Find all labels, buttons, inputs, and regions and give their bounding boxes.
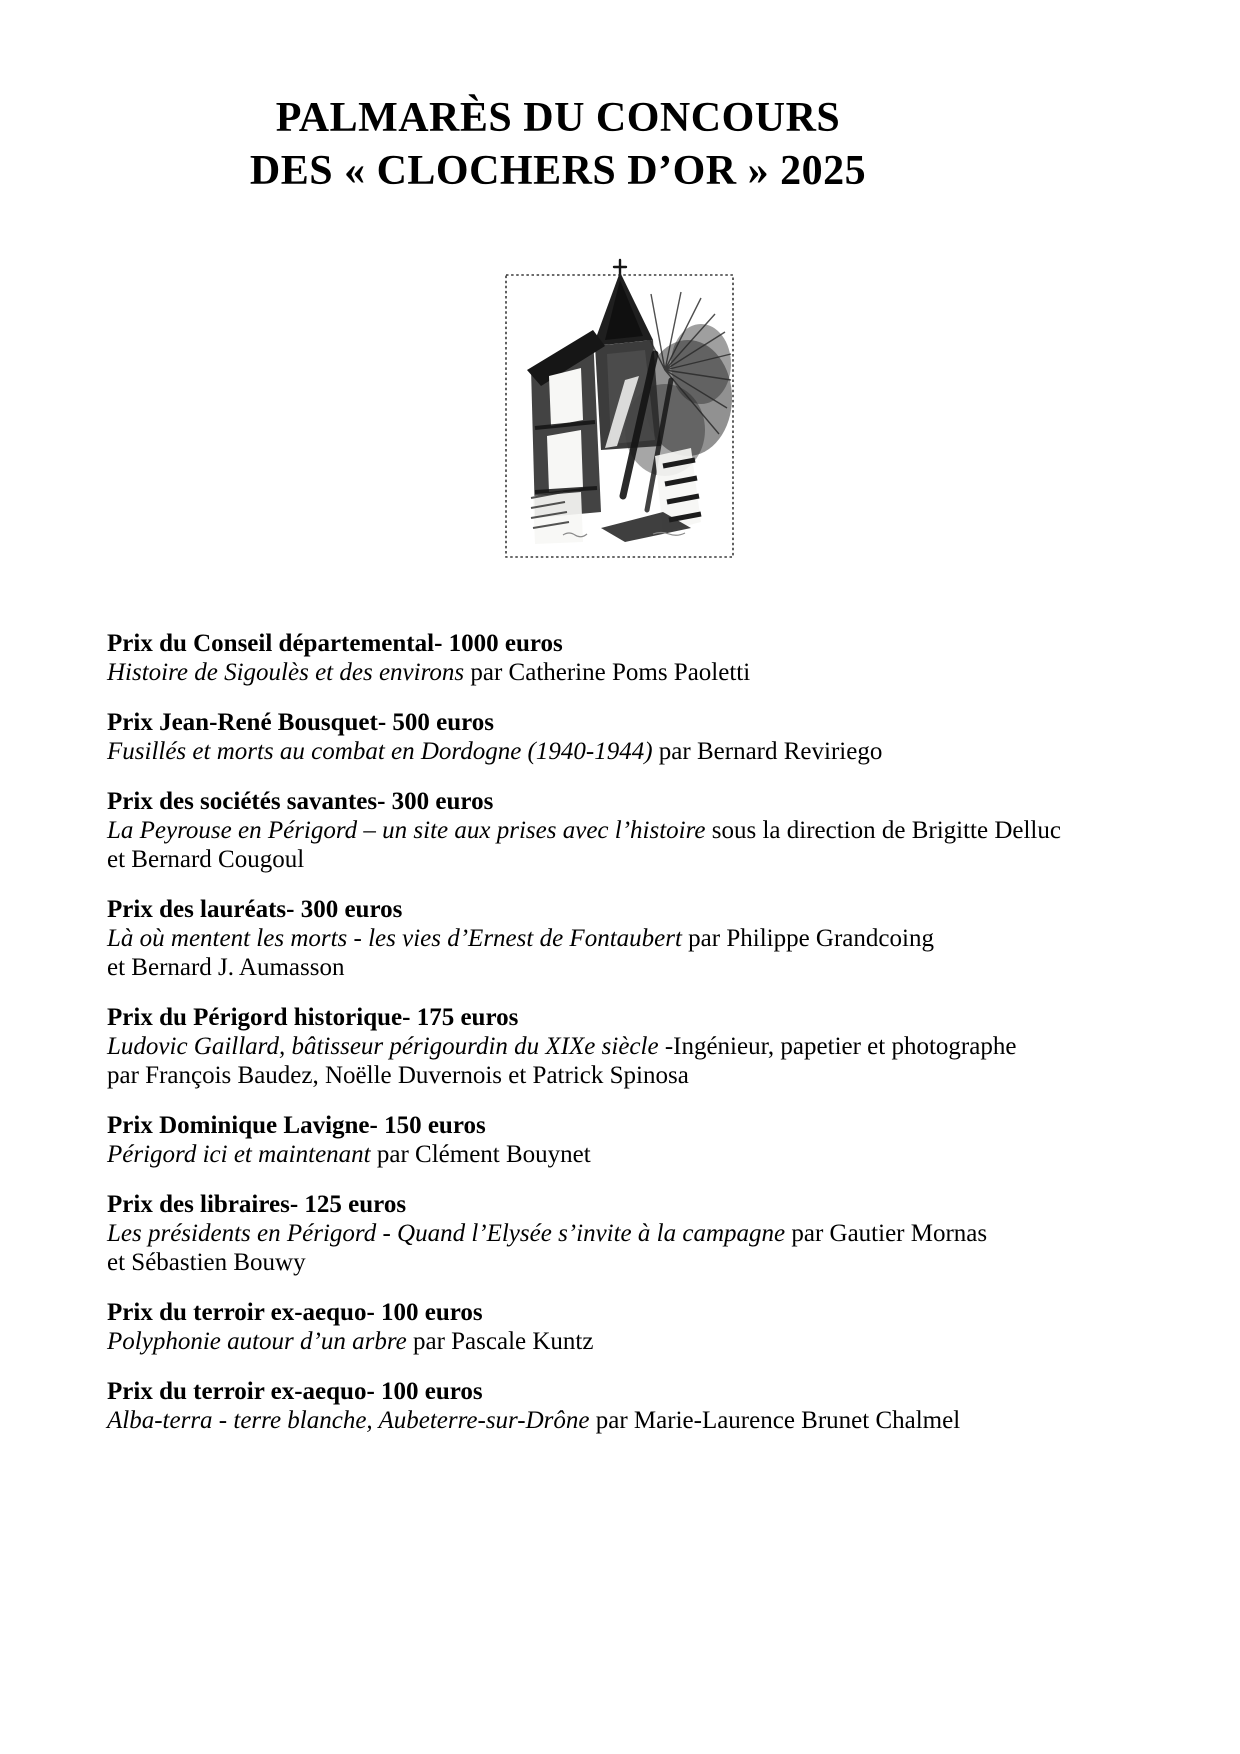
illustration-container bbox=[0, 258, 1240, 559]
document-title bbox=[0, 0, 1116, 198]
title-line-2: DES « CLOCHERS D’OR » 2025 bbox=[249, 148, 867, 194]
prize-list bbox=[0, 629, 1240, 1435]
prize-heading: Prix du terroir ex-aequo- 100 euros bbox=[107, 1378, 483, 1405]
work-title: Ludovic Gaillard, bâtisseur périgourdin du XIXe siècle bbox=[107, 1033, 659, 1060]
work-credit-line2: et Bernard J. Aumasson bbox=[107, 954, 345, 981]
prize-heading: Prix des sociétés savantes- 300 euros bbox=[107, 788, 494, 815]
prize-work-line bbox=[107, 737, 1145, 766]
prize-heading: Prix des lauréats- 300 euros bbox=[107, 896, 403, 923]
work-credit: par Gautier Mornas bbox=[785, 1220, 988, 1247]
work-credit: par Marie-Laurence Brunet Chalmel bbox=[589, 1407, 961, 1434]
work-credit: par Catherine Poms Paoletti bbox=[464, 659, 751, 686]
prize-work-line bbox=[107, 816, 1145, 845]
prize-work-line bbox=[107, 1406, 1145, 1435]
prize-entry bbox=[107, 708, 1145, 766]
work-title: Alba-terra - terre blanche, Aubeterre-sur-Drône bbox=[107, 1407, 590, 1434]
prize-entry bbox=[107, 1003, 1145, 1090]
work-title: Histoire de Sigoulès et des environs bbox=[107, 659, 465, 686]
prize-work-line bbox=[107, 1219, 1145, 1248]
prize-work-line bbox=[107, 658, 1145, 687]
work-title: Polyphonie autour d’un arbre bbox=[107, 1328, 407, 1355]
work-title: Périgord ici et maintenant bbox=[107, 1141, 371, 1168]
work-title: Là où mentent les morts - les vies d’Ernest de Fontaubert bbox=[107, 925, 682, 952]
prize-entry bbox=[107, 1111, 1145, 1169]
work-credit: par Philippe Grandcoing bbox=[681, 925, 934, 952]
prize-entry bbox=[107, 629, 1145, 687]
work-credit: sous la direction de Brigitte Delluc bbox=[705, 817, 1061, 844]
work-title: La Peyrouse en Périgord – un site aux prises avec l’histoire bbox=[107, 817, 706, 844]
prize-heading: Prix des libraires- 125 euros bbox=[107, 1191, 407, 1218]
prize-heading: Prix Jean-René Bousquet- 500 euros bbox=[107, 709, 495, 736]
prize-entry bbox=[107, 787, 1145, 874]
prize-entry bbox=[107, 1190, 1145, 1277]
prize-work-line bbox=[107, 1140, 1145, 1169]
work-credit: par Clément Bouynet bbox=[370, 1141, 591, 1168]
work-credit-line2: par François Baudez, Noëlle Duvernois et Patrick Spinosa bbox=[107, 1062, 689, 1089]
prize-entry bbox=[107, 1377, 1145, 1435]
title-line-1: PALMARÈS DU CONCOURS bbox=[275, 95, 841, 141]
prize-heading: Prix du Périgord historique- 175 euros bbox=[107, 1004, 519, 1031]
work-credit-line2: et Bernard Cougoul bbox=[107, 846, 305, 873]
prize-heading: Prix du Conseil départemental- 1000 euros bbox=[107, 630, 563, 657]
prize-work-line bbox=[107, 924, 1145, 953]
prize-entry bbox=[107, 895, 1145, 982]
prize-work-line bbox=[107, 1032, 1145, 1061]
work-credit-line2: et Sébastien Bouwy bbox=[107, 1249, 306, 1276]
work-title: Les présidents en Périgord - Quand l’Elysée s’invite à la campagne bbox=[107, 1220, 786, 1247]
work-credit: par Bernard Reviriego bbox=[652, 738, 883, 765]
prize-heading: Prix Dominique Lavigne- 150 euros bbox=[107, 1112, 486, 1139]
prize-entry bbox=[107, 1298, 1145, 1356]
work-credit: par Pascale Kuntz bbox=[406, 1328, 594, 1355]
church-tower-sketch-image bbox=[505, 258, 735, 559]
prize-work-line bbox=[107, 1327, 1145, 1356]
work-credit: -Ingénieur, papetier et photographe bbox=[658, 1033, 1017, 1060]
work-title: Fusillés et morts au combat en Dordogne (1940-1944) bbox=[107, 738, 653, 765]
prize-heading: Prix du terroir ex-aequo- 100 euros bbox=[107, 1299, 483, 1326]
